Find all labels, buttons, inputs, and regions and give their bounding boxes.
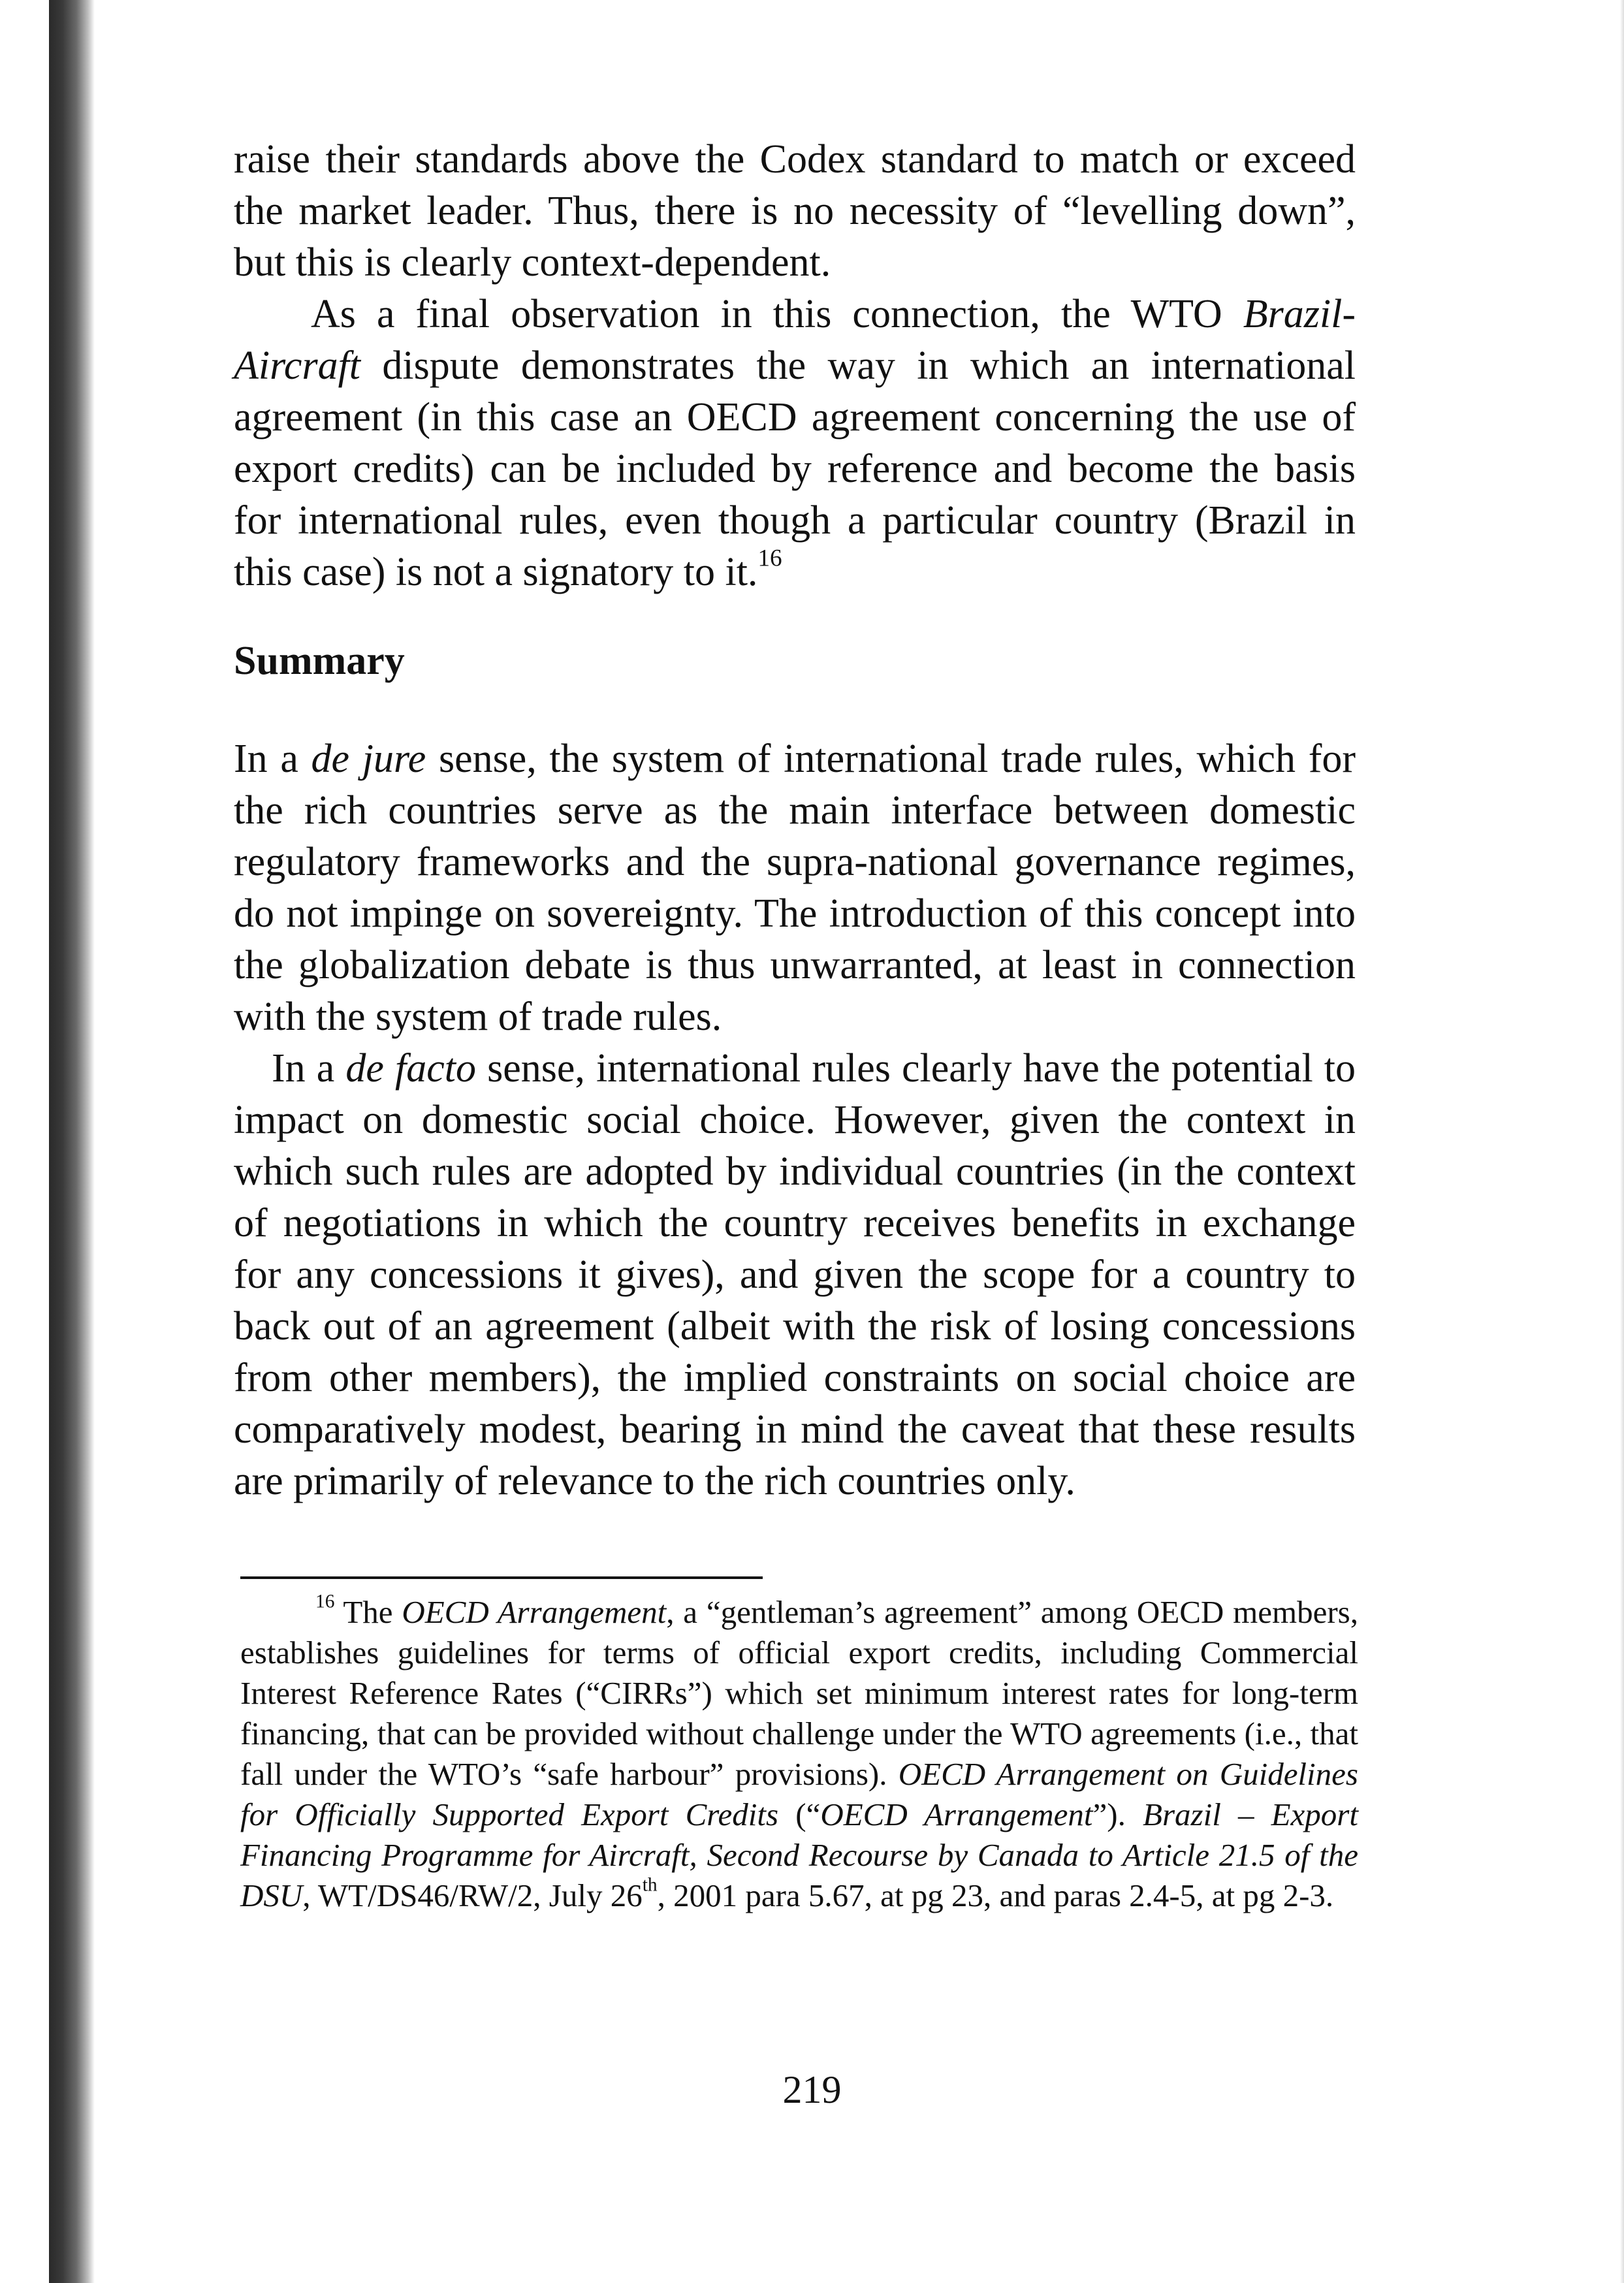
latin-term: de jure bbox=[311, 737, 426, 781]
footnote-number: 16 bbox=[315, 1591, 335, 1612]
book-binding-shadow bbox=[49, 0, 95, 2283]
paragraph-intro: As a final observation in this connection, the WTO bbox=[311, 292, 1243, 336]
footnote-16 bbox=[240, 1592, 1358, 1916]
footnote-italic-citation: Brazil – Export Financing Programme for Aircraft, Second Recourse by Canada to Article 21.5 of the DSU bbox=[240, 1796, 1358, 1913]
paragraph-body: sense, international rules clearly have the potential to impact on domestic social choice. However, given the context in which such rules are adopted by individual countries (in the context of negotiations in which the country receives benefits in exchange for any concessions it gives), and given the scope for a country to back out of an agreement (albeit with the risk of losing concessions from other members), the implied constraints on social choice are comparatively modest, bearing in mind the caveat that these results are primarily of relevance to the rich countries only. bbox=[234, 1046, 1356, 1503]
paragraph-body: dispute demonstrates the way in which an international agreement (in this case an OECD agreement concerning the use of export credits) can be included by reference and become the basis for international rules, even though a particular country (Brazil in this case) is not a signatory to it. bbox=[234, 343, 1356, 594]
paragraph-brazil-aircraft bbox=[234, 289, 1356, 598]
footnote-text: ”). bbox=[1092, 1796, 1143, 1832]
paragraph-intro: In a bbox=[272, 1046, 346, 1091]
latin-term: de facto bbox=[345, 1046, 476, 1091]
footnote-text: The bbox=[334, 1594, 402, 1630]
paragraph-de-jure bbox=[234, 733, 1356, 1043]
ordinal-suffix: th bbox=[642, 1874, 658, 1896]
footnote-italic-title: OECD Arrangement on Guidelines for Officially Supported Export Credits bbox=[240, 1756, 1358, 1832]
paragraph-body: sense, the system of international trade rules, which for the rich countries serve as the main interface between domestic regulatory frameworks and the supra-national governance regimes, do not impinge on sovereignty. The introduction of this concept into the globalization debate is thus unwarranted, at least in connection with the system of trade rules. bbox=[234, 737, 1356, 1039]
paragraph-intro: In a bbox=[234, 737, 311, 781]
page-number: 219 bbox=[782, 2068, 842, 2111]
footnote-separator bbox=[240, 1576, 763, 1579]
main-text-top bbox=[234, 134, 1356, 598]
footnote-text: (“ bbox=[778, 1796, 821, 1832]
footnote-text: , a “gentleman’s agreement” among OECD members, establishes guidelines for terms of official export credits, including Commercial Interest Reference Rates (“CIRRs”) which set minimum interest rates for long-term financing, that can be provided without challenge under the WTO agreements (i.e., that fall under the WTO’s “safe harbour” provisions). bbox=[240, 1594, 1358, 1792]
paragraph-continuation bbox=[234, 134, 1356, 289]
case-name: Brazil-Aircraft bbox=[234, 292, 1356, 388]
page-margin bbox=[0, 0, 49, 2283]
footnote-text: , WT/DS46/RW/2, July 26 bbox=[302, 1877, 643, 1913]
paragraph-text: raise their standards above the Codex standard to match or exceed the market leader. Thus, there is no necessity of “levelling down”, but this is clearly context-dependent. bbox=[234, 137, 1356, 285]
footnote-text: , 2001 para 5.67, at pg 23, and paras 2.4-5, at pg 2-3. bbox=[657, 1877, 1334, 1913]
section-heading: Summary bbox=[234, 639, 405, 683]
footnote-reference: 16 bbox=[757, 545, 782, 572]
footnote bbox=[240, 1592, 1358, 1916]
paragraph-de-facto bbox=[234, 1043, 1356, 1507]
summary-text bbox=[234, 733, 1356, 1507]
footnote-italic-title: OECD Arrangement bbox=[402, 1594, 667, 1630]
footnote-italic-title: OECD Arrangement bbox=[820, 1796, 1093, 1832]
page-edge-shadow bbox=[1620, 0, 1624, 2283]
